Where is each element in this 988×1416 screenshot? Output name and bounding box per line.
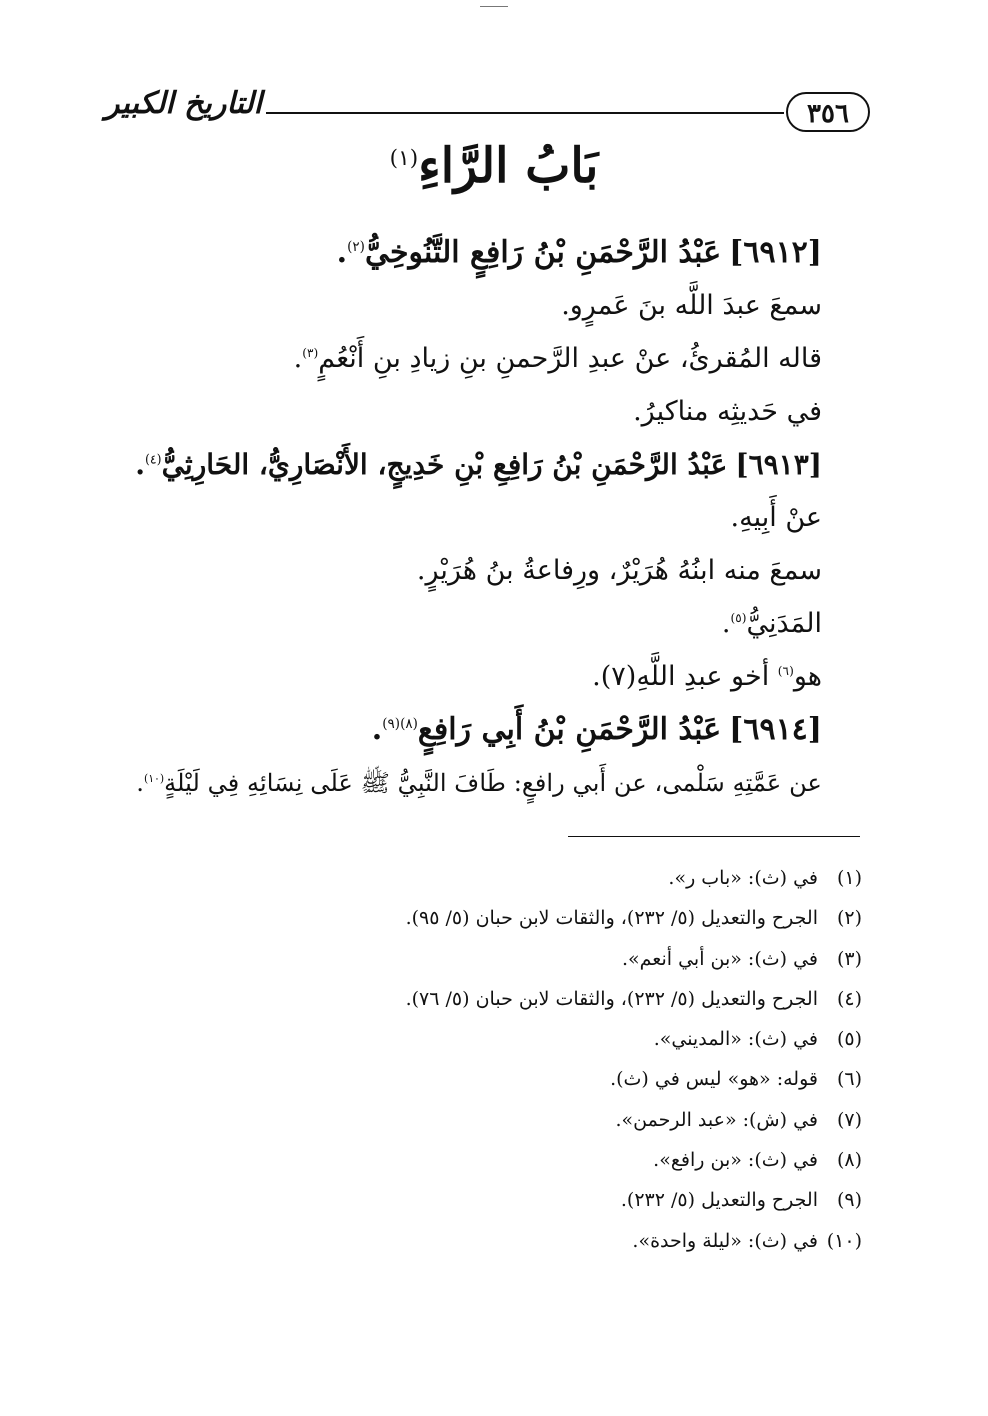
line-text: عنْ أَبِيهِ. (730, 502, 822, 533)
footnote-mark: (٢) (836, 907, 862, 930)
footnote-text: في (ث): «المديني». (653, 1028, 818, 1051)
narrator-name: عَبْدُ الرَّحْمَنِ بْنُ رَافِعِ بْنِ خَدِيجٍ، الأَنْصَارِيُّ، الحَارِثِيُّ (161, 448, 728, 481)
line-tail: . (336, 235, 348, 270)
footnote-mark: (٧) (836, 1108, 862, 1131)
footnote-text: في (ث): «بن أبي أنعم». (621, 947, 818, 970)
entry-text-line (122, 491, 822, 544)
footnote-mark: (٨) (836, 1149, 862, 1172)
footnote-text: في (ث): «ليلة واحدة». (632, 1229, 818, 1252)
entry-text-line (122, 597, 822, 650)
footnote (162, 1140, 862, 1180)
footnote-text: في (ش): «عبد الرحمن». (615, 1108, 818, 1131)
entry-heading (122, 226, 822, 279)
footnote-text: قوله: «هو» ليس في (ث). (610, 1068, 818, 1091)
line-tail: . (371, 712, 383, 747)
entry-text-line (122, 332, 822, 385)
entry-text-line (122, 279, 822, 332)
line-tail: . (135, 448, 145, 481)
footnote-ref: (١٠) (143, 771, 165, 785)
footnote-ref: (٢) (347, 239, 365, 255)
footnote-ref: (٨)(٩) (382, 716, 418, 732)
footnote (162, 939, 862, 979)
footnote-ref: (٤) (144, 451, 162, 467)
line-tail: أخو عبدِ اللَّهِ(٧). (592, 661, 778, 692)
footnote-text: الجرح والتعديل (٥/ ٢٣٢)، والثقات لابن حبان (٥/ ٩٥). (405, 907, 818, 930)
entry-number: [٦٩١٤] (729, 712, 822, 747)
footnote (162, 1019, 862, 1059)
chapter-footnote-ref: (١) (389, 146, 419, 171)
footnote-rule (568, 836, 860, 837)
footnote (162, 1059, 862, 1099)
footnote-ref: (٦) (777, 664, 794, 678)
line-tail: . (136, 768, 144, 797)
line-text: هو (793, 661, 822, 692)
header-rule (266, 112, 784, 114)
line-text: سمعَ منه ابنُهُ هُرَيْرٌ، ورِفاعةُ بنُ هُرَيْرٍ. (416, 555, 822, 586)
footnote-mark: (٥) (836, 1028, 862, 1051)
footnote-ref: (٣) (302, 346, 319, 360)
line-text: في حَديثِه مناكيرُ. (633, 396, 822, 427)
entry-heading (122, 438, 822, 491)
footnote (162, 1221, 862, 1261)
line-text: قاله المُقرئُ، عنْ عبدِ الرَّحمنِ بنِ زيادِ بنِ أَنْعُمٍ (318, 343, 822, 374)
running-header (104, 84, 870, 144)
footnote (162, 858, 862, 898)
footnote (162, 979, 862, 1019)
footnote (162, 898, 862, 938)
top-edge-mark (480, 6, 508, 7)
entry-heading (122, 703, 822, 756)
footnote (162, 1100, 862, 1140)
footnote-text: الجرح والتعديل (٥/ ٢٣٢). (620, 1189, 818, 1212)
entry-text-line (122, 650, 822, 703)
footnote-mark: (١٠) (826, 1229, 862, 1252)
footnote-ref: (٥) (730, 611, 747, 625)
footnote-mark: (١) (836, 867, 862, 889)
narrator-name: عَبْدُ الرَّحْمَنِ بْنُ أَبِي رَافِعٍ (417, 712, 722, 747)
footnote-text: في (ث): «بن رافع». (653, 1149, 818, 1172)
entry-number: [٦٩١٢] (729, 235, 822, 270)
line-text: سمعَ عبدَ اللَّه بنَ عَمرٍو. (561, 290, 822, 321)
entry-text-line (122, 544, 822, 597)
entry-text-line (122, 756, 822, 809)
line-text: عن عَمَّتِهِ سَلْمى، عن أَبي رافعٍ: طَافَ النَّبِيُّ ﷺ عَلَى نِسَائِهِ فِي لَيْلَةٍ (164, 768, 822, 797)
narrator-name: عَبْدُ الرَّحْمَنِ بْنُ رَافِعٍ التَّنُوخِيُّ (364, 235, 722, 270)
footnotes (162, 858, 862, 1261)
entry-number: [٦٩١٣] (735, 448, 822, 481)
footnote-mark: (٩) (836, 1189, 862, 1212)
footnote-text: في (ث): «باب ر». (668, 867, 818, 889)
chapter-title (0, 138, 988, 194)
footnote (162, 1180, 862, 1220)
page-number: ٣٥٦ (786, 92, 870, 132)
chapter-title-text: بَابُ الرَّاءِ (418, 138, 599, 194)
book-title: التاريخ الكبير (104, 86, 262, 121)
line-tail: . (293, 343, 303, 374)
entries-body (122, 226, 822, 809)
footnote-mark: (٣) (836, 947, 862, 970)
footnote-mark: (٤) (836, 987, 862, 1010)
line-text: المَدَنِيُّ (746, 608, 822, 639)
footnote-mark: (٦) (836, 1068, 862, 1091)
footnote-text: الجرح والتعديل (٥/ ٢٣٢)، والثقات لابن حبان (٥/ ٧٦). (405, 987, 818, 1010)
line-tail: . (721, 608, 731, 639)
entry-text-line (122, 385, 822, 438)
